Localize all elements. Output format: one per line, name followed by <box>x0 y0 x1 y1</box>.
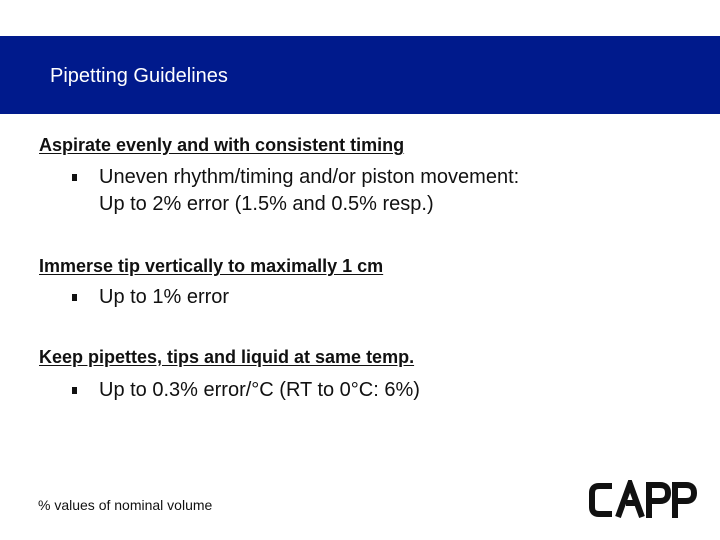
bullet-text: Uneven rhythm/timing and/or piston movement: <box>99 166 520 188</box>
section-heading-temperature: Keep pipettes, tips and liquid at same temp. <box>39 347 415 367</box>
bullet-text: Up to 0.3% error/°C (RT to 0°C: 6%) <box>99 379 420 401</box>
section-heading-immerse: Immerse tip vertically to maximally 1 cm <box>39 256 384 276</box>
bullet-square-icon <box>72 387 77 394</box>
slide-title: Pipetting Guidelines <box>50 65 228 87</box>
bullet-square-icon <box>72 174 77 181</box>
title-bar <box>0 36 720 114</box>
bullet-text: Up to 1% error <box>99 286 230 308</box>
bullet-text-continued: Up to 2% error (1.5% and 0.5% resp.) <box>99 193 434 215</box>
capp-logo <box>588 480 698 520</box>
section-heading-aspirate: Aspirate evenly and with consistent timing <box>39 135 405 155</box>
footnote: % values of nominal volume <box>38 497 213 513</box>
bullet-square-icon <box>72 294 77 301</box>
